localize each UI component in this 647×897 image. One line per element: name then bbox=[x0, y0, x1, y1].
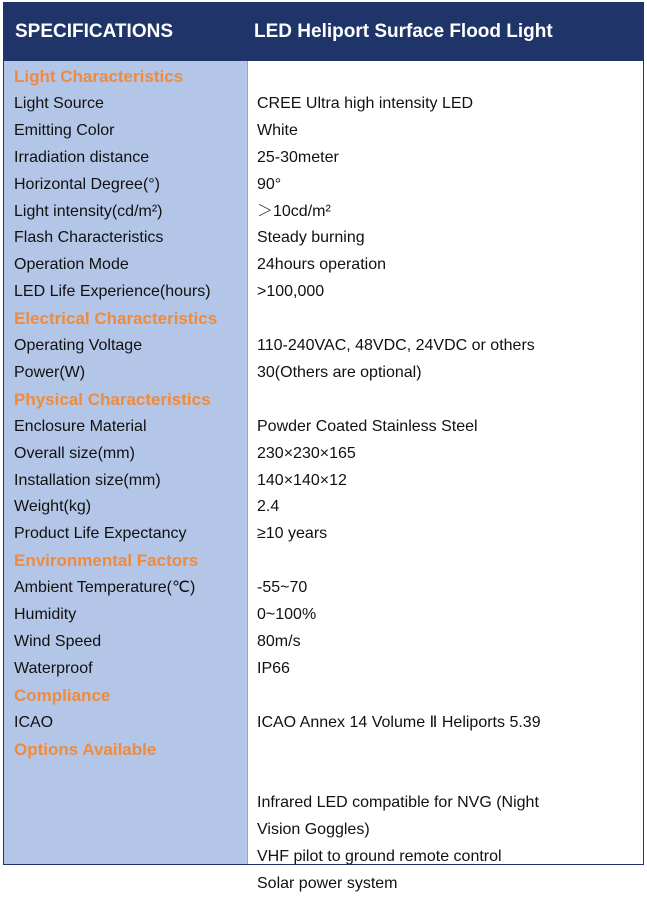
spec-row bbox=[4, 359, 643, 386]
spec-value: 25-30meter bbox=[257, 148, 339, 166]
spec-row bbox=[4, 413, 643, 440]
section-heading: Light Characteristics bbox=[14, 67, 184, 86]
spec-label: LED Life Experience(hours) bbox=[14, 283, 211, 301]
spec-value: ≥10 years bbox=[257, 525, 328, 543]
spec-label: ICAO bbox=[14, 713, 54, 731]
spec-label: Operating Voltage bbox=[14, 337, 143, 354]
spec-value: -55~70 bbox=[257, 579, 308, 597]
spec-label: Ambient Temperature(℃) bbox=[14, 579, 196, 597]
spec-row bbox=[4, 628, 643, 655]
section-heading-row bbox=[4, 386, 643, 413]
spec-label: Installation size(mm) bbox=[14, 471, 161, 489]
spec-value: 110-240VAC, 48VDC, 24VDC or others bbox=[257, 337, 535, 354]
spec-label: Flash Characteristics bbox=[14, 229, 164, 247]
section-heading-row bbox=[4, 682, 643, 709]
spec-value: Solar power system bbox=[257, 875, 398, 892]
spec-row bbox=[4, 198, 643, 225]
spec-row bbox=[4, 117, 643, 144]
spec-label: Emitting Color bbox=[14, 121, 115, 139]
section-heading: Options Available bbox=[14, 739, 157, 759]
spec-value: Vision Goggles) bbox=[257, 821, 370, 839]
spec-row bbox=[4, 601, 643, 628]
spec-row bbox=[4, 816, 643, 843]
spec-value: 0~100% bbox=[257, 606, 317, 623]
spec-label: Irradiation distance bbox=[14, 148, 150, 166]
spec-row bbox=[4, 655, 643, 682]
spec-row bbox=[4, 171, 643, 198]
spec-label: Wind Speed bbox=[14, 632, 102, 650]
spec-row bbox=[4, 520, 643, 547]
spec-label: Weight(kg) bbox=[14, 498, 92, 516]
spec-label: Humidity bbox=[14, 606, 77, 623]
spec-value: White bbox=[257, 121, 298, 139]
spec-row bbox=[4, 843, 643, 870]
section-heading: Physical Characteristics bbox=[14, 389, 211, 409]
spec-label: Light Source bbox=[14, 94, 104, 112]
section-heading-row bbox=[4, 305, 643, 332]
spec-row bbox=[4, 251, 643, 278]
spec-sheet bbox=[3, 2, 644, 892]
spec-label: Horizontal Degree(°) bbox=[14, 175, 161, 193]
spec-row bbox=[4, 762, 643, 789]
spec-row bbox=[4, 224, 643, 251]
spec-value: 230×230×165 bbox=[257, 444, 356, 462]
spec-row bbox=[4, 574, 643, 601]
spec-row bbox=[4, 870, 643, 897]
section-heading-row bbox=[4, 736, 643, 763]
spec-header bbox=[4, 3, 643, 61]
spec-row bbox=[4, 440, 643, 467]
spec-value: VHF pilot to ground remote control bbox=[257, 848, 502, 866]
spec-value: Powder Coated Stainless Steel bbox=[257, 417, 478, 435]
spec-row bbox=[4, 90, 643, 117]
spec-value: IP66 bbox=[257, 659, 290, 677]
spec-row bbox=[4, 332, 643, 359]
spec-value: 90° bbox=[257, 175, 282, 193]
spec-value: 140×140×12 bbox=[257, 471, 347, 489]
header-product-title: LED Heliport Surface Flood Light bbox=[254, 21, 553, 42]
spec-value: ＞10cd/m² bbox=[257, 202, 331, 220]
section-heading: Compliance bbox=[14, 685, 111, 705]
spec-value: 24hours operation bbox=[257, 256, 386, 274]
section-heading-row bbox=[4, 63, 643, 90]
spec-value: Infrared LED compatible for NVG (Night bbox=[257, 794, 539, 812]
spec-row bbox=[4, 278, 643, 305]
spec-row bbox=[4, 144, 643, 171]
spec-row bbox=[4, 467, 643, 494]
spec-row bbox=[4, 709, 643, 736]
spec-label: Operation Mode bbox=[14, 256, 129, 274]
spec-label: Enclosure Material bbox=[14, 417, 147, 435]
header-left-title: SPECIFICATIONS bbox=[15, 21, 173, 42]
spec-row bbox=[4, 789, 643, 816]
spec-value: Steady burning bbox=[257, 229, 365, 247]
section-heading: Electrical Characteristics bbox=[14, 309, 218, 329]
spec-value: 2.4 bbox=[257, 498, 280, 516]
spec-label: Power(W) bbox=[14, 363, 86, 381]
spec-label: Waterproof bbox=[14, 659, 93, 677]
spec-row bbox=[4, 493, 643, 520]
section-heading-row bbox=[4, 547, 643, 574]
spec-value: ICAO Annex 14 Volume Ⅱ Heliports 5.39 bbox=[257, 713, 541, 731]
spec-value: CREE Ultra high intensity LED bbox=[257, 94, 474, 112]
spec-value: 30(Others are optional) bbox=[257, 363, 422, 381]
section-heading: Environmental Factors bbox=[14, 551, 199, 571]
spec-label: Product Life Expectancy bbox=[14, 525, 187, 543]
spec-label: Light intensity(cd/m²) bbox=[14, 202, 163, 220]
spec-value: 80m/s bbox=[257, 632, 301, 650]
spec-label: Overall size(mm) bbox=[14, 444, 135, 462]
spec-value: >100,000 bbox=[257, 283, 325, 301]
